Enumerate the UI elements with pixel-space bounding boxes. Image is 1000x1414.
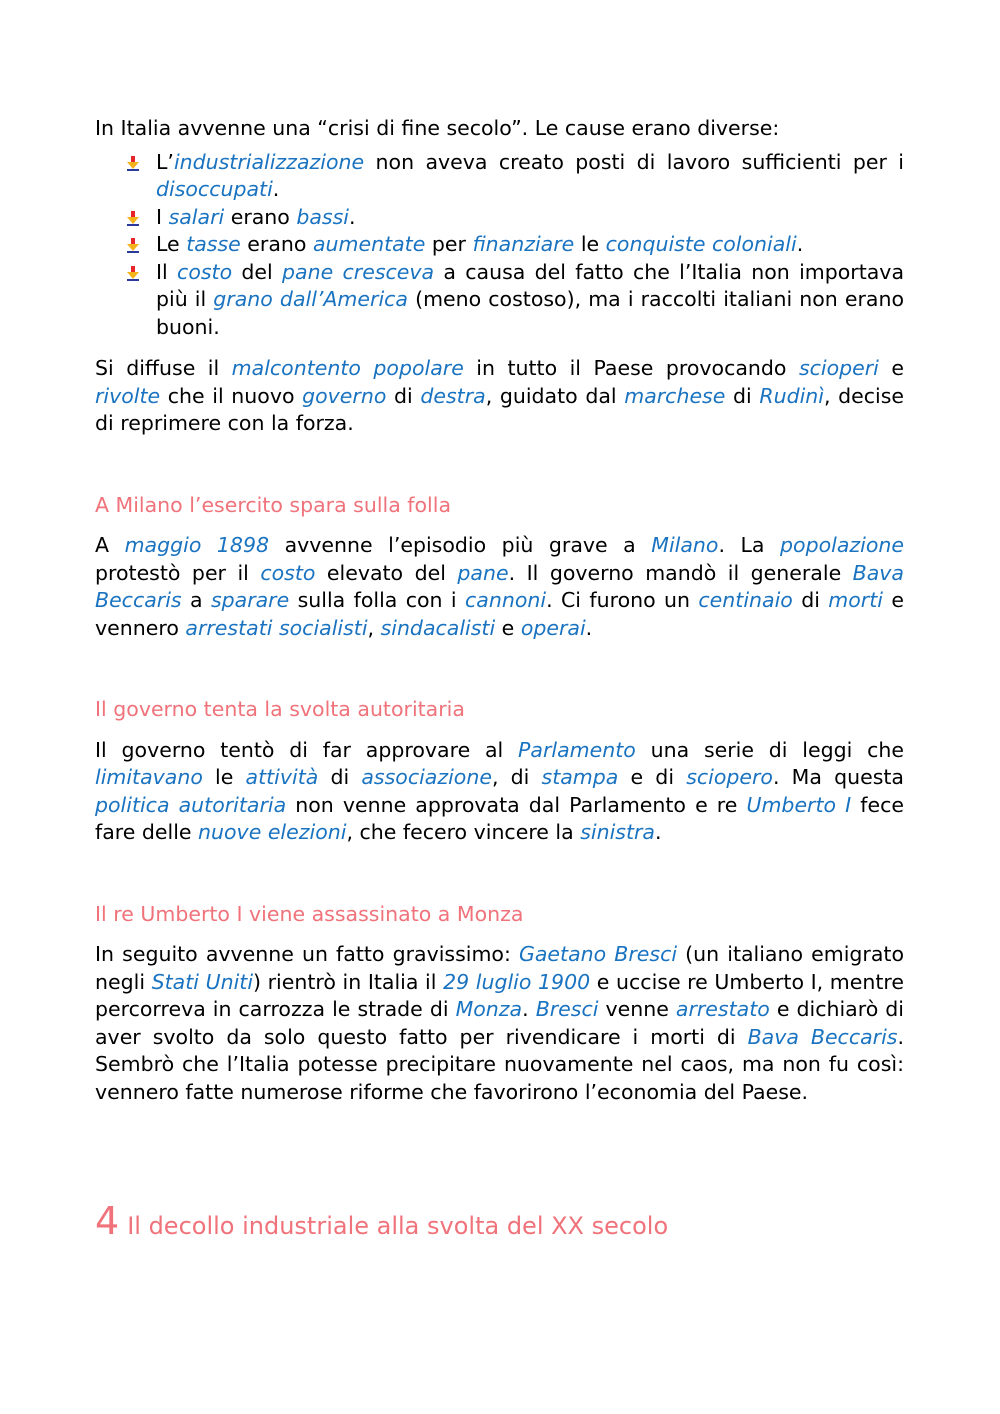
highlighted-term: Parlamento [518, 737, 636, 762]
down-arrow-bullet-icon [127, 266, 139, 281]
highlighted-term: limitavano [95, 765, 203, 789]
section-text-monza: In seguito avvenne un fatto gravissimo: Gaetano Bresci (un italiano emigrato negli Stati Uniti) rientrò in Italia il 29 luglio 1900 e uccise re Umberto I, mentre percorreva in carrozza le strade di Monza. Bresci venne arrestato e dichiarò di aver svolto da solo questo fatto per rivendicare i morti di Bava Beccaris. Sembrò che l’Italia potesse precipitare nuovamente nel caos, ma non fu così: vennero fatte numerose riforme che favorirono l’economia del Paese. [95, 942, 904, 1104]
chapter-number: 4 [95, 1199, 120, 1243]
highlighted-term: Gaetano Bresci [518, 942, 678, 966]
highlighted-term: Bava Beccaris [95, 560, 904, 612]
section-heading-svolta: Il governo tenta la svolta autoritaria [95, 697, 465, 721]
section-text-milano: A maggio 1898 avvenne l’episodio più grave a Milano. La popolazione protestò per il costo elevato del pane. Il governo mandò il generale Bava Beccaris a sparare sulla folla con i cannoni. Ci furono un centinaio di morti e vennero arrestati socialisti, sindacalisti e operai. [95, 533, 905, 640]
highlighted-term: sciopero [686, 765, 773, 789]
highlighted-term: pane cresceva [282, 259, 435, 284]
highlighted-term: sinistra [580, 820, 655, 844]
highlighted-term: Rudinì [759, 383, 824, 408]
document-content [95, 115, 904, 1246]
down-arrow-bullet-icon [127, 156, 139, 171]
down-arrow-bullet-icon [127, 211, 139, 226]
highlighted-term: arrestati socialisti [185, 615, 368, 640]
highlighted-term: grano dall’America [213, 287, 408, 311]
highlighted-term: aumentate [312, 232, 426, 256]
cause-text: L’industrializzazione non aveva creato posti di lavoro sufficienti per i disoccupati. [156, 149, 904, 201]
highlighted-term: morti [828, 588, 883, 612]
cause-item [95, 231, 904, 259]
highlighted-term: associazione [361, 765, 492, 789]
highlighted-term: tasse [186, 232, 241, 256]
highlighted-term: popolazione [780, 533, 905, 557]
intro-paragraph: In Italia avvenne una “crisi di fine secolo”. Le cause erano diverse: [95, 116, 780, 140]
cause-text: Il costo del pane cresceva a causa del fatto che l’Italia non importava più il grano dall’America (meno costoso), ma i raccolti italiani non erano buoni. [156, 259, 905, 339]
highlighted-term: centinaio [698, 588, 793, 612]
highlighted-term: costo [177, 259, 233, 284]
highlighted-term: Stati Uniti [151, 969, 254, 994]
highlighted-term: malcontento popolare [231, 356, 464, 380]
highlighted-term: pane [457, 560, 509, 585]
highlighted-term: attività [245, 765, 319, 789]
highlighted-term: destra [420, 383, 486, 408]
highlighted-term: scioperi [798, 356, 879, 380]
highlighted-term: Milano [651, 533, 719, 557]
highlighted-term: cannoni [465, 588, 547, 612]
highlighted-term: 29 luglio 1900 [443, 969, 591, 994]
highlighted-term: salari [168, 204, 225, 229]
highlighted-term: maggio 1898 [124, 533, 270, 557]
highlighted-term: operai [520, 615, 586, 640]
causes-list [95, 149, 904, 342]
section-heading-monza: Il re Umberto I viene assassinato a Monza [95, 901, 524, 926]
highlighted-term: governo [302, 383, 387, 408]
section-heading-milano: A Milano l’esercito spara sulla folla [95, 492, 452, 517]
highlighted-term: bassi [296, 204, 349, 229]
highlighted-term: Monza [455, 997, 523, 1021]
highlighted-term: costo [260, 560, 316, 585]
chapter-title: Il decollo industriale alla svolta del XX secolo [127, 1212, 669, 1240]
highlighted-term: marchese [624, 383, 726, 408]
down-arrow-bullet-icon [127, 238, 139, 253]
highlighted-term: sindacalisti [380, 615, 496, 640]
cause-item [95, 204, 904, 232]
chapter-heading [95, 1201, 904, 1246]
highlighted-term: Bresci [535, 997, 599, 1021]
section-text-svolta: Il governo tentò di far approvare al Parlamento una serie di leggi che limitavano le attività di associazione, di stampa e di sciopero. Ma questa politica autoritaria non venne approvata dal Parlamento e re Umberto I fece fare delle nuove elezioni, che fecero vincere la sinistra. [95, 737, 905, 844]
cause-text: I salari erano bassi. [156, 204, 356, 229]
highlighted-term: Umberto I [746, 792, 852, 817]
cause-item [95, 259, 904, 342]
highlighted-term: politica autoritaria [95, 792, 287, 817]
malcontento-paragraph: Si diffuse il malcontento popolare in tutto il Paese provocando scioperi e rivolte che il nuovo governo di destra, guidato dal marchese di Rudinì, decise di reprimere con la forza. [95, 356, 904, 435]
highlighted-term: sparare [210, 588, 290, 612]
highlighted-term: disoccupati [156, 177, 273, 201]
highlighted-term: arrestato [675, 997, 770, 1021]
cause-text: Le tasse erano aumentate per finanziare le conquiste coloniali. [156, 232, 804, 256]
highlighted-term: rivolte [95, 383, 161, 408]
highlighted-term: finanziare [472, 232, 575, 256]
highlighted-term: conquiste coloniali [605, 232, 797, 256]
highlighted-term: Bava Beccaris [747, 1024, 898, 1049]
highlighted-term: industrializzazione [173, 149, 365, 174]
highlighted-term: stampa [541, 765, 619, 789]
highlighted-term: nuove elezioni [198, 820, 347, 844]
cause-item [95, 149, 904, 204]
